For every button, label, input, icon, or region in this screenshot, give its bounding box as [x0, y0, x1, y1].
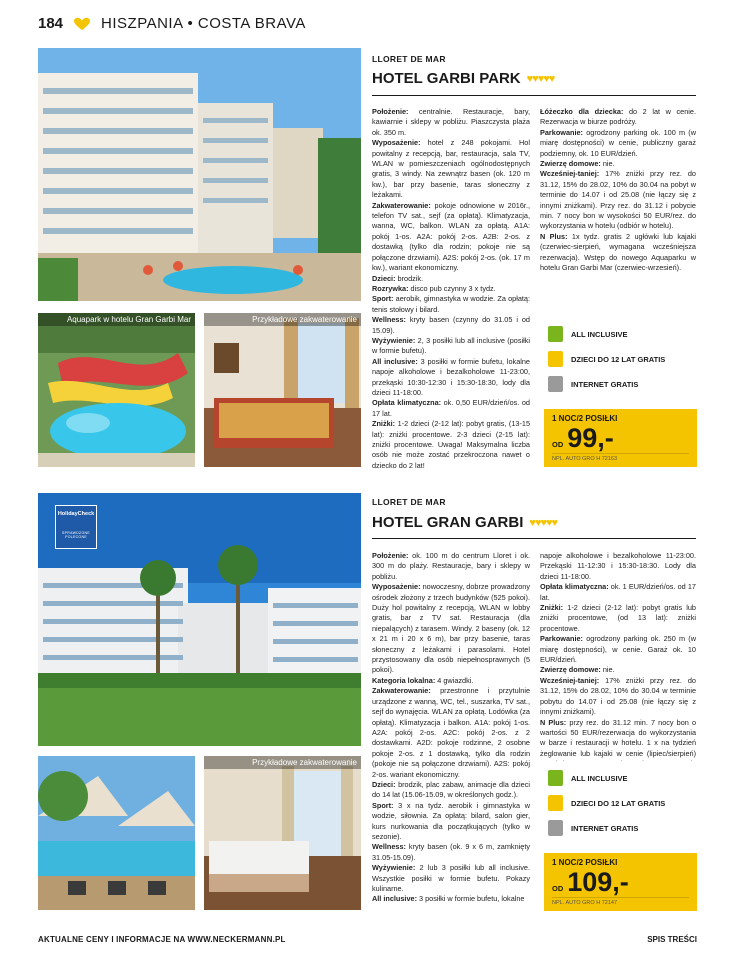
description-paragraph — [540, 718, 696, 762]
description-key: Sport: — [372, 294, 394, 304]
description-paragraph — [372, 274, 530, 284]
description-text: disco pub czynny 3 x tydz. — [408, 283, 496, 293]
description-text: 3 posiłki w formie bufetu, lokalne — [417, 894, 525, 904]
badge-subtitle: SPRAWDZONE POLECONE — [62, 531, 90, 539]
description-text: ok. 100 m do centrum Lloret i ok. 300 m do plaży. Restauracje, bary i sklepy w pobliżu. — [372, 551, 530, 581]
description-key: Łóżeczko dla dziecka: — [540, 107, 624, 116]
feature-label: DZIECI DO 12 LAT GRATIS — [571, 354, 666, 364]
description-paragraph — [372, 780, 530, 801]
description-paragraph — [372, 676, 530, 686]
aquapark-photo — [38, 313, 195, 467]
description-key: N Plus: — [540, 717, 567, 727]
offer-code: NPL. AUTO GRO H 72163 — [552, 453, 689, 462]
feature-label: INTERNET GRATIS — [571, 823, 639, 833]
feature-internet-free — [548, 372, 665, 396]
description-paragraph — [372, 842, 530, 863]
description-text: 1-2 dzieci (2-12 lat): pobyt gratis, (13-15 lat): zniżki procentowe. 2-3 dzieci (2-15 lat): zniżki procentowe. Uwaga! Maksymalna liczba osób nie może zostać przekroczona nawet o dziecko do 2 lat! — [372, 419, 530, 469]
description-paragraph — [372, 201, 530, 274]
hotel-1-rating-hearts-icon — [527, 73, 555, 85]
description-text: przy rez. do 31.12 min. 7 nocy bon o wartości 50 EUR/rezerwacja do wykorzystania w barze i restauracji w hotelu. 1 x na tydzień żeglowanie lub kajaki w cenie (lipiec/sierpień) — [540, 717, 696, 758]
description-text: 1-2 dzieci (2-12 lat): pobyt gratis lub zniżki procentowe, (od 13 lat): zniżki procentowe. — [540, 603, 696, 633]
feature-kids-free — [548, 347, 665, 371]
yellow-square-icon — [548, 795, 563, 811]
description-key: Opłata klimatyczna: — [540, 582, 609, 592]
region-title: HISZPANIA • COSTA BRAVA — [101, 15, 306, 32]
hotel-2-description-col-1 — [372, 551, 530, 914]
description-paragraph — [372, 801, 530, 843]
description-text: pokoje odnowione w 2016r., telefon TV sat., sejf (za opłatą). Klimatyzacja, wanna, WC, balkon. WLAN za opłatą. A1A: pokój 1-os. A2A: pokój 2-os. A2B: 2-os. z dostawką (tylko dla rodzin; pokoje nie są połączone drzwiami). A2S: pokój 2-os. (ok. 17 m kw.), wariant ekonomiczny. — [372, 200, 530, 273]
description-text: kryty basen (ok. 9 x 6 m, zamknięty 31.05-15.09). — [372, 842, 530, 862]
hotel-garbi-park-room-photo — [204, 313, 361, 467]
description-key: Parkowanie: — [540, 634, 583, 644]
description-text: 3 x na tydz. aerobik i gimnastyka w wodzie, siłownia. Za opłatą: bilard, salon gier, kurs nurkowania dla początkujących (tylko w sezonie). — [372, 800, 530, 841]
description-paragraph — [540, 603, 696, 634]
feature-label: ALL INCLUSIVE — [571, 773, 628, 783]
description-paragraph — [372, 138, 530, 200]
description-key: Wellness: — [372, 315, 406, 325]
room-photo-caption: Przykładowe zakwaterowanie — [204, 313, 361, 326]
description-key: All inclusive: — [372, 894, 418, 904]
description-paragraph — [372, 686, 530, 780]
footer-website-link[interactable]: AKTUALNE CENY I INFORMACJE NA WWW.NECKERMANN.PL — [38, 935, 286, 944]
hotel-2-rating-hearts-icon — [529, 517, 557, 529]
price-label: 1 NOC/2 POSIŁKI — [552, 414, 618, 423]
description-text: centralnie. Restauracje, bary, kawiarnie i sklepy w pobliżu. Piaszczysta plaża ok. 350 m. — [372, 107, 530, 137]
hotel-1-description-col-1 — [372, 107, 530, 469]
description-paragraph — [372, 294, 530, 315]
hotel-gran-garbi-pool-photo — [38, 756, 195, 910]
description-text: 2, 3 posiłki lub all inclusive (posiłki w formie bufetu). — [372, 335, 530, 356]
hotel-1-rule — [372, 95, 696, 96]
description-paragraph — [372, 863, 530, 894]
hotel-garbi-park-main-photo — [38, 48, 361, 301]
price-from: OD — [552, 440, 564, 449]
rating-glyphs: ♥♥♥♥♥ — [526, 72, 555, 85]
description-key: Zniżki: — [540, 603, 564, 613]
description-text: ogrodzony parking ok. 100 m (w miarę dostępności) w cenie, publiczny garaż podziemny, ok. 10 EUR/dzień. — [540, 127, 696, 158]
description-text: kryty basen (czynny do 31.05 i od 15.09). — [372, 315, 530, 335]
description-key: Dzieci: — [372, 273, 396, 283]
description-key: Wyżywienie: — [372, 335, 416, 345]
description-paragraph — [372, 419, 530, 469]
description-text: brodzik. — [395, 273, 424, 283]
gray-square-icon — [548, 820, 563, 836]
feature-label: ALL INCLUSIVE — [571, 329, 628, 339]
gray-square-icon — [548, 376, 563, 392]
hotel-2-title: HOTEL GRAN GARBI — [372, 514, 524, 531]
description-paragraph — [372, 315, 530, 336]
offer-code: NPL. AUTO GRO H 72147 — [552, 897, 689, 906]
description-text: 4 gwiazdki. — [435, 675, 474, 685]
description-paragraph — [540, 634, 696, 665]
description-text: 1x tydz. gratis 2 ugłówki lub kajaki (czerwiec-sierpień, wymagana wcześniejsza rezerwacja). Wstęp do nowego Aquaparku w hotelu Gran Garbi Mar (czerwiec-wrzesień). — [540, 231, 696, 273]
hotel-2-price-box — [544, 853, 697, 911]
description-text: 17% zniżki przy rez. do 31.12, 15% do 28.02, 10% do 30.04 na pobyt w terminie do 14.07 i od 25.08 (nie łączy się z innymi zniżkami). Przy rez. do 31.12 i pobycie min. 7 nocy bon w wysokości 50 EUR/rez. do wykorzystania w hotelu (odbiór w hotelu). — [540, 169, 696, 231]
description-paragraph — [540, 169, 696, 231]
price-value: 99,- — [567, 423, 614, 453]
description-text: nie. — [600, 159, 615, 169]
description-paragraph — [372, 336, 530, 357]
hotel-1-features — [548, 322, 665, 397]
price-label: 1 NOC/2 POSIŁKI — [552, 858, 618, 867]
hotel-2-features — [548, 766, 665, 841]
hotel-gran-garbi-room-photo — [204, 756, 361, 910]
feature-label: DZIECI DO 12 LAT GRATIS — [571, 798, 666, 808]
description-text: napoje alkoholowe i bezalkoholowe 11-23:00. Przekąski 11-12:30 i 15:30-18:30. Lody dla dzieci 11-18:00. — [540, 551, 696, 581]
hotel-1-title: HOTEL GARBI PARK — [372, 70, 521, 87]
feature-kids-free — [548, 791, 665, 815]
description-key: Zniżki: — [372, 419, 396, 429]
description-paragraph — [540, 665, 696, 675]
holidaycheck-badge — [55, 505, 97, 549]
hotel-1-price-box — [544, 409, 697, 467]
description-text: ok. 1 EUR/dzień/os. od 17 lat. — [540, 582, 696, 602]
hotel-1-location: LLORET DE MAR — [372, 54, 446, 64]
description-key: Zwierzę domowe: — [540, 665, 601, 675]
description-paragraph — [540, 107, 696, 128]
description-key: Wcześniej-taniej: — [540, 675, 600, 685]
description-key: Położenie: — [372, 551, 409, 560]
green-square-icon — [548, 770, 563, 786]
hotel-2-description-col-2 — [540, 551, 696, 761]
description-paragraph — [372, 357, 530, 399]
aquapark-photo-caption: Aquapark w hotelu Gran Garbi Mar — [38, 313, 195, 326]
description-key: All inclusive: — [372, 356, 418, 366]
description-paragraph — [372, 107, 530, 138]
page-header — [38, 15, 306, 32]
description-key: Wyposażenie: — [372, 138, 421, 148]
description-key: Opłata klimatyczna: — [372, 398, 442, 408]
room-photo-caption-2: Przykładowe zakwaterowanie — [204, 756, 361, 769]
description-text: aerobik, gimnastyka w wodzie. Za opłatą: tenis stołowy i bilard. — [372, 294, 530, 314]
description-paragraph — [372, 551, 530, 582]
description-paragraph — [540, 232, 696, 274]
hotel-1-description-col-2 — [540, 107, 696, 317]
description-paragraph — [372, 398, 530, 419]
description-text: nie. — [600, 665, 615, 675]
description-key: Parkowanie: — [540, 127, 583, 137]
description-paragraph — [540, 582, 696, 603]
description-key: Kategoria lokalna: — [372, 675, 436, 685]
description-key: Wyposażenie: — [372, 582, 421, 592]
green-square-icon — [548, 326, 563, 342]
description-paragraph — [540, 551, 696, 582]
feature-internet-free — [548, 816, 665, 840]
description-key: Rozrywka: — [372, 283, 409, 293]
rating-glyphs: ♥♥♥♥♥ — [529, 516, 558, 529]
description-text: ogrodzony parking ok. 250 m (w miarę dostępności), w cenie. Garaż ok. 10 EUR/dzień. — [540, 634, 696, 665]
description-paragraph — [372, 582, 530, 676]
description-paragraph — [540, 128, 696, 159]
price-value: 109,- — [567, 867, 629, 897]
description-paragraph — [540, 159, 696, 169]
description-key: Dzieci: — [372, 779, 396, 789]
hotel-1-name — [372, 70, 554, 87]
description-key: Zakwaterowanie: — [372, 200, 431, 210]
description-text: brodzik, plac zabaw, animacje dla dzieci do 14 lat (15.06-15.09, w określonych godz.). — [372, 779, 530, 800]
description-key: N Plus: — [540, 231, 568, 241]
brand-heart-icon — [73, 17, 91, 31]
description-key: Zwierzę domowe: — [540, 159, 601, 169]
feature-all-inclusive — [548, 766, 665, 790]
description-paragraph — [372, 284, 530, 294]
description-key: Wcześniej-taniej: — [540, 169, 600, 179]
description-text: 3 posiłki w formie bufetu, lokalne napoje alkoholowe i bezalkoholowe 11-23:00, przekąski 10:30-12:30 i 15:30-18:30, lody dla dzieci 11-18:00. — [372, 356, 530, 397]
table-of-contents-link[interactable]: SPIS TREŚCI — [647, 935, 697, 944]
feature-label: INTERNET GRATIS — [571, 379, 639, 389]
badge-title: HolidayCheck — [57, 511, 95, 517]
description-key: Wyżywienie: — [372, 863, 416, 873]
hotel-2-name — [372, 514, 557, 531]
feature-all-inclusive — [548, 322, 665, 346]
description-paragraph — [540, 676, 696, 718]
description-text: ok. 0,50 EUR/dzień/os. od 17 lat. — [372, 398, 530, 418]
hotel-2-location: LLORET DE MAR — [372, 497, 446, 507]
description-key: Położenie: — [372, 107, 409, 116]
yellow-square-icon — [548, 351, 563, 367]
description-text: do 2 lat w cenie. Rezerwacja w biurze podróży. — [540, 107, 696, 127]
description-key: Sport: — [372, 800, 394, 810]
description-text: 2 lub 3 posiłki lub all inclusive. Wszystkie posiłki w formie bufetu. Pokazy kulinarne. — [372, 863, 530, 893]
page-number: 184 — [38, 15, 64, 32]
description-text: przestronne i przytulnie urządzone z wanną, WC, tel., suszarka, TV sat., sejf do wynajęcia. WLAN za opłatą. Lodówka (za opłatą). Klimatyzacja i balkon. A1A: pokój 1-os. A2A: pokój 2-os. A2C: pokój 2-os. z 2 dostawkami. A2D: pokoje rodzinne, 2 osobne pokoje 2-os. z 1 dostawką, tylko dla rodzin (pokoje nie są połączone drzwiami). A2S: pokój 2-os. wariant ekonomiczny. — [372, 686, 530, 779]
hotel-2-rule — [372, 538, 696, 539]
description-key: Wellness: — [372, 842, 406, 852]
price-from: OD — [552, 884, 564, 893]
description-text: 17% zniżki przy rez. do 31.12, 15% do 28.02, 10% do 30.04 w terminie pobytu do 14.07 i od 25.08 (nie łączy się z innymi zniżkami). — [540, 675, 696, 717]
description-paragraph — [372, 894, 530, 904]
description-text: hotel z 248 pokojami. Hol powitalny z recepcją, bar, restauracja, sala TV, WLAN w pomieszczeniach ogólnodostępnych gratis, 3 windy. Na zewnątrz basen (ok. 120 m kw.), bar przy basenie, taras słoneczny z leżakami. — [372, 138, 530, 200]
description-key: Zakwaterowanie: — [372, 686, 431, 696]
description-text: nowoczesny, dobrze prowadzony ośrodek złożony z trzech budynków (525 pokoi). Duży hol powitalny z recepcją, WLAN w lobby gratis, bar z TV sat. Restauracja (dla niepalących) z tarasem. Windy. 2 baseny (ok. 12 x 21 m i 20 x 6 m), bar przy basenie, taras słoneczny z leżakami i parasolami. Hotel przystosowany dla osób niepełnosprawnych (5 pokoi). — [372, 582, 530, 675]
